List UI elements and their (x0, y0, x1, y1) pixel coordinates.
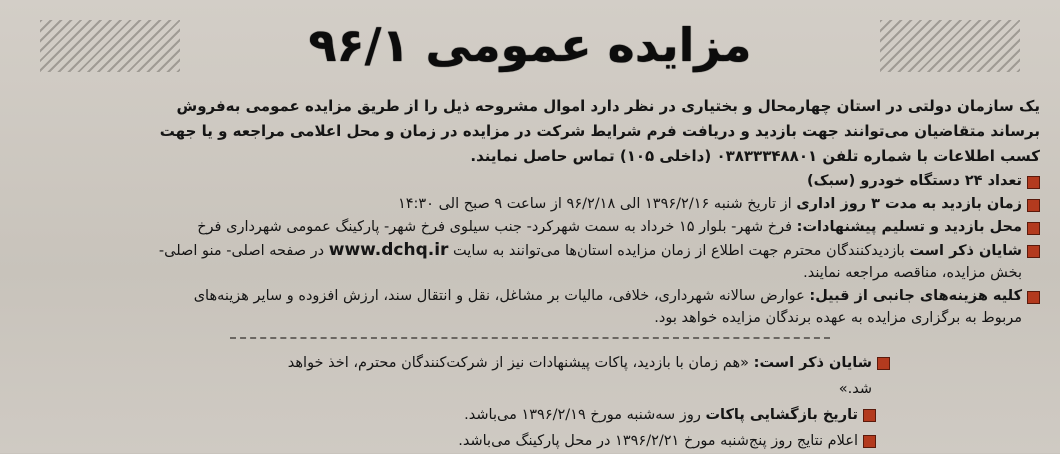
note-text: روز سه‌شنبه مورخ ۱۳۹۶/۲/۱۹ می‌باشد. (464, 407, 706, 423)
square-bullet-icon (863, 409, 876, 422)
item-lead: محل بازدید و تسلیم پیشنهادات: (796, 219, 1022, 235)
website-link[interactable]: www.dchq.ir (328, 240, 449, 260)
item-text: از تاریخ شنبه ۱۳۹۶/۲/۱۶ الی ۹۶/۲/۱۸ از ساعت ۹ صبح الی ۱۴:۳۰ (397, 196, 797, 212)
intro-line: یک سازمان دولتی در استان چهارمحال و بختیاری در نظر دارد اموال مشروحه ذیل را از طریق مزایده عمومی به‌فروش (176, 97, 1040, 115)
note-text: «هم زمان با بازدید، پاکات پیشنهادات نیز از شرکت‌کنندگان محترم، اخذ خواهد شد.» (287, 355, 872, 397)
intro-line: کسب اطلاعات با شماره تلفن ۰۳۸۳۳۳۴۸۸۰۱ (داخلی ۱۰۵) تماس حاصل نمایند. (470, 147, 1040, 165)
square-bullet-icon (1027, 245, 1040, 258)
note-text: اعلام نتایج روز پنج‌شنبه مورخ ۱۳۹۶/۲/۲۱ در محل پارکینگ می‌باشد. (458, 433, 858, 449)
item-continuation: بخش مزایده، مناقصه مراجعه نمایند. (803, 265, 1022, 281)
item-text: فرخ شهر- بلوار ۱۵ خرداد به سمت شهرکرد- جنب سیلوی فرخ شهر- پارکینگ عمومی شهرداری فرخ (197, 219, 797, 235)
section-divider (230, 337, 830, 341)
square-bullet-icon (1027, 222, 1040, 235)
list-item (18, 285, 1040, 329)
item-text: در صفحه اصلی- منو اصلی- (158, 243, 329, 259)
note-lead: شایان ذکر است: (753, 355, 872, 371)
list-item (18, 216, 1040, 238)
item-text: بازدیدکنندگان محترم جهت اطلاع از زمان مزایده استان‌ها می‌توانند به سایت (448, 243, 910, 259)
item-lead: زمان بازدید به مدت ۳ روز اداری (796, 196, 1022, 212)
note-item (250, 428, 876, 454)
item-lead: کلیه هزینه‌های جانبی از قبیل: (809, 288, 1022, 304)
square-bullet-icon (877, 357, 890, 370)
note-item (250, 350, 890, 402)
intro-line: برساند متقاضیان می‌توانند جهت بازدید و دریافت فرم شرایط شرکت در مزایده در زمان و محل اعلامی مراجعه و یا جهت (159, 122, 1040, 140)
square-bullet-icon (1027, 176, 1040, 189)
note-lead: تاریخ بازگشایی پاکات (705, 407, 858, 423)
decorative-stripes-right (880, 20, 1020, 72)
item-lead: تعداد ۲۴ دستگاه خودرو (سبک) (807, 173, 1022, 189)
square-bullet-icon (1027, 199, 1040, 212)
details-list (18, 170, 1040, 330)
list-item (18, 239, 1040, 284)
list-item (18, 170, 1040, 192)
page-title: مزایده عمومی ۹۶/۱ (308, 18, 752, 72)
square-bullet-icon (1027, 291, 1040, 304)
square-bullet-icon (863, 435, 876, 448)
item-text: عوارض سالانه شهرداری، خلافی، مالیات بر مشاغل، نقل و انتقال سند، ارزش افزوده و سایر هزینه‌های (193, 288, 810, 304)
item-continuation: مربوط به برگزاری مزایده به عهده برندگان مزایده خواهد بود. (654, 310, 1022, 326)
list-item (18, 193, 1040, 215)
title-bar (0, 14, 1060, 76)
notes-section (250, 350, 890, 454)
decorative-stripes-left (40, 20, 180, 72)
intro-paragraph (22, 94, 1040, 169)
item-lead: شایان ذکر است (909, 243, 1022, 259)
note-item (250, 402, 876, 428)
